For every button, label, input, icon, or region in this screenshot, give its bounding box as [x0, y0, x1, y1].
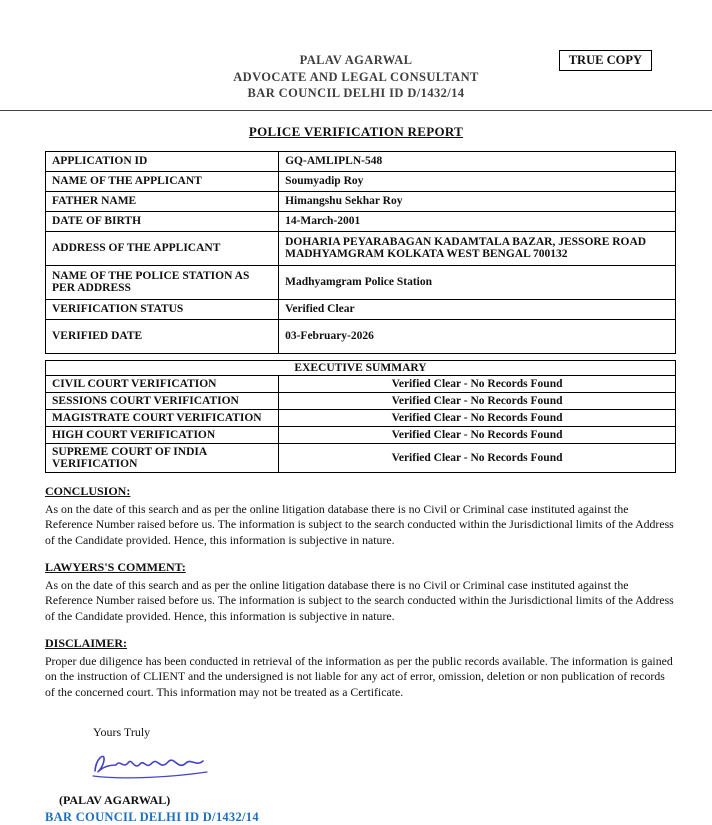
field-label: ADDRESS OF THE APPLICANT	[46, 231, 279, 265]
verification-label: CIVIL COURT VERIFICATION	[46, 375, 279, 392]
applicant-details-table	[45, 151, 676, 354]
field-value: Soumyadip Roy	[279, 171, 676, 191]
lawyers-comment-section	[45, 560, 676, 625]
verification-label: MAGISTRATE COURT VERIFICATION	[46, 409, 279, 426]
executive-summary-table	[45, 360, 676, 473]
field-label: NAME OF THE APPLICANT	[46, 171, 279, 191]
table-row	[46, 409, 676, 426]
verification-label: SESSIONS COURT VERIFICATION	[46, 392, 279, 409]
advocate-title: ADVOCATE AND LEGAL CONSULTANT	[233, 69, 479, 84]
field-label: NAME OF THE POLICE STATION AS PER ADDRESS	[46, 265, 279, 299]
disclaimer-heading: DISCLAIMER:	[45, 635, 128, 650]
executive-summary-caption: EXECUTIVE SUMMARY	[46, 360, 676, 375]
lawyers-comment-body: As on the date of this search and as per the online litigation database there is no Civil or Criminal case instituted against the Reference Number raised before us. The information is subject to the search conducted within the Jurisdictional limits of the Address of the Candidate provided. Hence, this information is subjective in nature.	[45, 577, 674, 623]
verification-result: Verified Clear - No Records Found	[279, 392, 676, 409]
disclaimer-section	[45, 636, 676, 701]
true-copy-stamp: TRUE COPY	[559, 50, 652, 71]
field-value: Verified Clear	[279, 299, 676, 319]
verification-label: HIGH COURT VERIFICATION	[46, 426, 279, 443]
conclusion-body: As on the date of this search and as per the online litigation database there is no Civil or Criminal case instituted against the Reference Number raised before us. The information is subject to the search conducted within the Jurisdictional limits of the Address of the Candidate provided. Hence, this information is subjective in nature.	[45, 501, 674, 547]
verification-label: SUPREME COURT OF INDIA VERIFICATION	[46, 443, 279, 472]
table-row	[46, 299, 676, 319]
table-row	[46, 191, 676, 211]
field-value: Himangshu Sekhar Roy	[279, 191, 676, 211]
bar-council-id-footer: BAR COUNCIL DELHI ID D/1432/14	[45, 809, 259, 824]
conclusion-section	[45, 484, 676, 549]
field-label: FATHER NAME	[46, 191, 279, 211]
verification-result: Verified Clear - No Records Found	[279, 409, 676, 426]
field-label: DATE OF BIRTH	[46, 211, 279, 231]
table-row	[46, 426, 676, 443]
signatory-name: (PALAV AGARWAL)	[59, 792, 171, 807]
table-row	[46, 171, 676, 191]
closing-line: Yours Truly	[93, 724, 151, 739]
verification-result: Verified Clear - No Records Found	[279, 375, 676, 392]
field-value: DOHARIA PEYARABAGAN KADAMTALA BAZAR, JESSORE ROAD MADHYAMGRAM KOLKATA WEST BENGAL 700132	[279, 231, 676, 265]
disclaimer-body: Proper due diligence has been conducted in retrieval of the information as per the public records available. The information is gained on the instruction of CLIENT and the undersigned is not liable for any act of error, omission, deletion or non publication of records of the concerned court. This information may not be treated as a Certificate.	[45, 653, 673, 699]
table-row	[46, 375, 676, 392]
table-row	[46, 319, 676, 353]
table-row	[46, 392, 676, 409]
table-row	[46, 211, 676, 231]
field-label: APPLICATION ID	[46, 151, 279, 171]
signature-image	[85, 746, 676, 789]
field-value: 14-March-2001	[279, 211, 676, 231]
verification-result: Verified Clear - No Records Found	[279, 426, 676, 443]
bar-council-id-header: BAR COUNCIL DELHI ID D/1432/14	[247, 86, 465, 100]
table-row	[46, 151, 676, 171]
advocate-name: PALAV AGARWAL	[299, 53, 413, 67]
field-label: VERIFICATION STATUS	[46, 299, 279, 319]
report-content	[45, 151, 676, 825]
header-divider	[0, 110, 712, 111]
field-value: GQ-AMLIPLN-548	[279, 151, 676, 171]
table-header-row	[46, 360, 676, 375]
verification-result: Verified Clear - No Records Found	[279, 443, 676, 472]
field-value: 03-February-2026	[279, 319, 676, 353]
lawyers-comment-heading: LAWYERS'S COMMENT:	[45, 559, 186, 574]
table-row	[46, 443, 676, 472]
page-title: POLICE VERIFICATION REPORT	[248, 123, 464, 139]
conclusion-heading: CONCLUSION:	[45, 483, 131, 498]
table-row	[46, 231, 676, 265]
field-label: VERIFIED DATE	[46, 319, 279, 353]
field-value: Madhyamgram Police Station	[279, 265, 676, 299]
table-row	[46, 265, 676, 299]
